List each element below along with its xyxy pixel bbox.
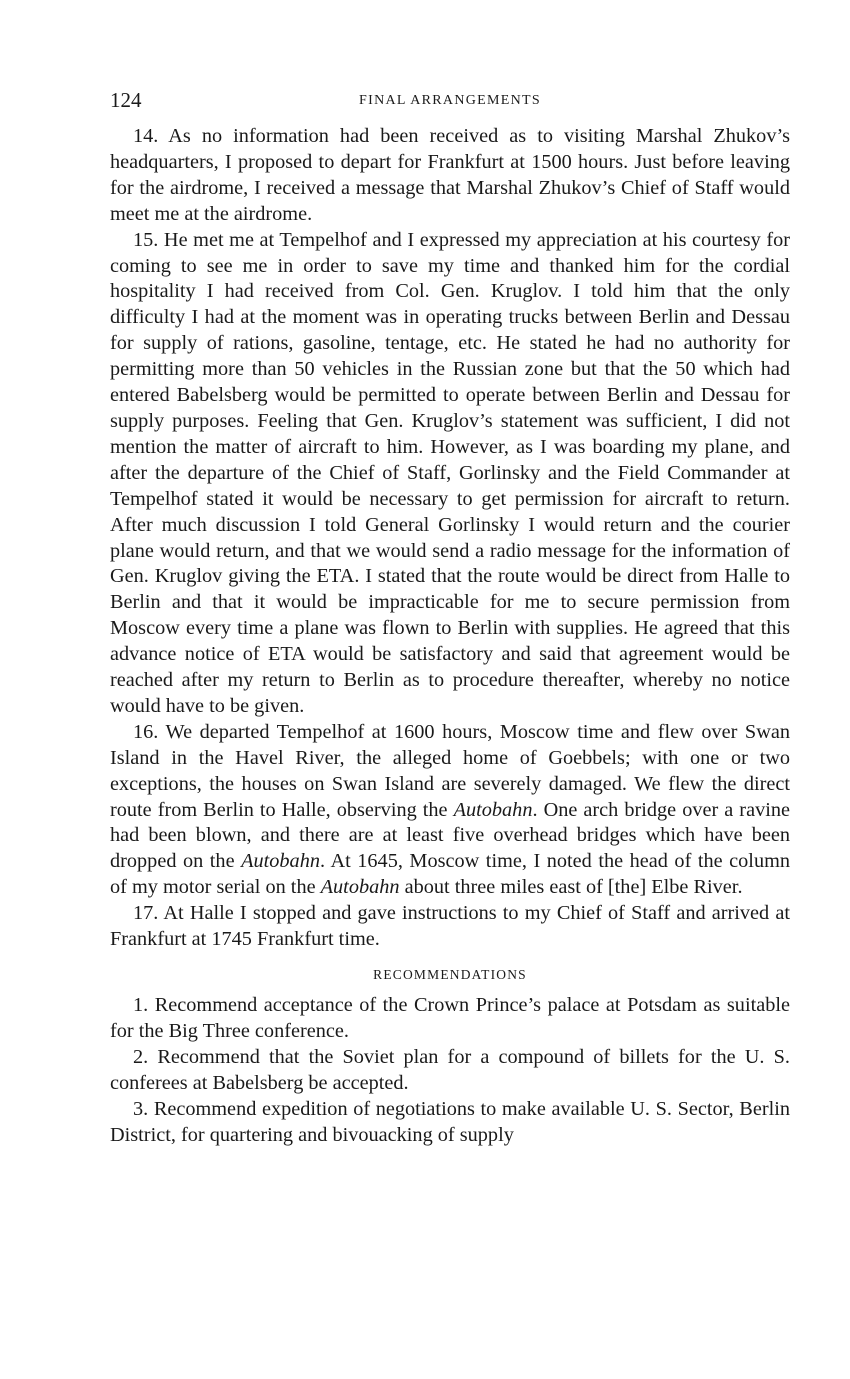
running-head: FINAL ARRANGEMENTS xyxy=(359,93,541,108)
page-number: 124 xyxy=(110,88,142,112)
paragraph-17: 17. At Halle I stopped and gave instructions to my Chief of Staff and arrived at Frankfurt at 1745 Frankfurt time. xyxy=(110,902,790,951)
autobahn-italic: Autobahn xyxy=(241,850,320,873)
autobahn-italic: Autobahn xyxy=(320,876,400,899)
page-header xyxy=(110,84,790,124)
paragraph-16 xyxy=(110,720,790,901)
recommendations-heading: RECOMMENDATIONS xyxy=(373,967,527,982)
paragraph-16-text-2: . One arch bridge over a ravine had been blown, and there are at least five overhead bridges which have been dropped on the xyxy=(110,798,790,873)
paragraph-16-text-4: about three miles east of [the] Elbe River. xyxy=(399,876,743,899)
recommendation-item: 3. Recommend expedition of negotiations to make available U. S. Sector, Berlin District, for quartering and bivouacking of supply xyxy=(110,1097,790,1146)
paragraph-16-text-1: 16. We departed Tempelhof at 1600 hours, Moscow time and flew over Swan Island in the Havel River, the alleged home of Goebbels; with one or two exceptions, the houses on Swan Island are severely damaged. We flew the direct route from Berlin to Halle, observing the xyxy=(110,720,790,821)
autobahn-italic: Autobahn xyxy=(453,798,533,821)
paragraph-14: 14. As no information had been received as to visiting Marshal Zhukov’s headquarters, I proposed to depart for Frankfurt at 1500 hours. Just before leaving for the airdrome, I received a message that Marshal Zhukov’s Chief of Staff would meet me at the airdrome. xyxy=(110,125,790,225)
paragraph-15: 15. He met me at Tempelhof and I expressed my appreciation at his courtesy for coming to see me in order to save my time and thanked him for the cordial hospitality I had received from Col. Gen. Kruglov. I told him that the only difficulty I had at the moment was in operating trucks between Berlin and Dessau for supply of rations, gasoline, tentage, etc. He stated he had no authority for permitting more than 50 vehicles in the Russian zone but that the 50 which had entered Babelsberg would be permitted to operate between Berlin and Dessau for supply purposes. Feeling that Gen. Kruglov’s statement was sufficient, I did not mention the matter of aircraft to him. However, as I was boarding my plane, and after the departure of the Chief of Staff, Gorlinsky and the Field Commander at Tempelhof stated it would be necessary to get permission for aircraft to return. After much discussion I told General Gorlinsky I would return and the courier plane would return, and that we would send a radio message for the information of Gen. Kruglov giving the ETA. I stated that the route would be direct from Halle to Berlin and that it would be impracticable for me to secure permission from Moscow every time a plane was flown to Berlin with supplies. He agreed that this advance notice of ETA would be satisfactory and said that agreement would be reached after my return to Berlin as to procedure thereafter, whereby no notice would have to be given. xyxy=(110,228,790,717)
recommendation-item: 1. Recommend acceptance of the Crown Prince’s palace at Potsdam as suitable for the Big Three conference. xyxy=(110,994,790,1042)
document-page xyxy=(110,84,790,1148)
paragraph-16-text-3: . At 1645, Moscow time, I noted the head of the column of my motor serial on the xyxy=(110,850,790,899)
recommendation-item: 2. Recommend that the Soviet plan for a compound of billets for the U. S. conferees at Babelsberg be accepted. xyxy=(110,1045,790,1094)
